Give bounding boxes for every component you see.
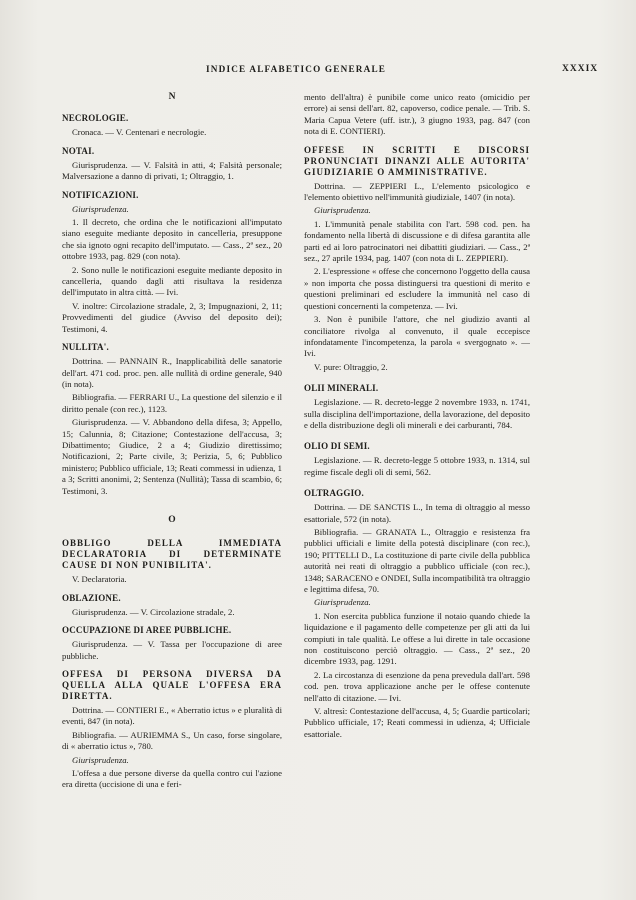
- entry-text: 2. Sono nulle le notificazioni eseguite mediante deposito in cancelleria, quando dagli atti risultava la residenza dell'imputato in altra città. — Ivi.: [62, 264, 282, 298]
- entry-title: OLIO DI SEMI.: [304, 441, 370, 452]
- entry-offese: [304, 145, 530, 374]
- entry-title: OFFESE IN SCRITTI E DISCORSI PRONUNCIATI DINANZI ALLE AUTORITA' GIUDIZIARIE O AMMINISTRATIVE.: [304, 144, 530, 177]
- page-number: XXXIX: [562, 64, 599, 74]
- letter-heading-n: N: [168, 92, 176, 102]
- entry-text: 2. L'espressione « offese che concernono l'oggetto della causa » non importa che possa distinguersi tra questioni di merito e questioni preliminari ed escludere la immunità nel caso di questioni concernenti la competenza. — Ivi.: [304, 266, 530, 311]
- entry-text: 1. Non esercita pubblica funzione il notaio quando chiede la liquidazione e il pagamento delle competenze per gli atti da lui compiuti in tale qualità. Le offese a lui dirette in tale occasione non costituiscono perciò oltraggio. — Cass., 2ª sez., 20 dicembre 1933, pag. 1291.: [304, 610, 530, 667]
- entry-text: Dottrina. — DE SANCTIS L., In tema di oltraggio al messo esattoriale, 572 (in nota).: [304, 502, 530, 524]
- entry-text: L'offesa a due persone diverse da quella contro cui l'azione era diretta (uccisione di una e feri-: [62, 768, 282, 790]
- entry-text: V. pure: Oltraggio, 2.: [314, 361, 388, 372]
- entry-text: Giurisprudenza.: [314, 205, 371, 216]
- entry-occupazione: [62, 625, 282, 662]
- entry-text: V. inoltre: Circolazione stradale, 2, 3; Impugnazioni, 2, 11; Provvedimenti del giudice (Avviso del deposito dei); Testimoni, 4.: [62, 300, 282, 334]
- entry-title: OBBLIGO DELLA IMMEDIATA DECLARATORIA DI DETERMINATE CAUSE DI NON PUNIBILITA'.: [62, 538, 282, 571]
- entry-text: 3. Non è punibile l'attore, che nel giudizio avanti al conciliatore rivolga al convenuto, il quale eccepisce infondatamente l'incompetenza, la parola « svergognato ». — Ivi.: [304, 314, 530, 359]
- entry-text: V. Declaratoria.: [72, 574, 127, 585]
- entry-title: OCCUPAZIONE DI AREE PUBBLICHE.: [62, 625, 232, 636]
- entry-text: Giurisprudenza.: [314, 597, 371, 608]
- entry-text: Cronaca. — V. Centenari e necrologie.: [72, 127, 207, 138]
- entry-text: Dottrina. — ZEPPIERI L., L'elemento psicologico e l'elemento obiettivo nell'immunità giudiziale, 1407 (in nota).: [304, 180, 530, 203]
- entry-offesa: [62, 669, 282, 791]
- entry-continuation: [304, 92, 530, 138]
- entry-text: Giurisprudenza. — V. Falsità in atti, 4; Falsità personale; Malversazione a danno di privati, 1; Oltraggio, 1.: [62, 159, 282, 182]
- entry-text: Bibliografia. — AURIEMMA S., Un caso, forse singolare, di « aberratio ictus », 780.: [62, 729, 282, 752]
- entry-text: Giurisprudenza.: [72, 754, 129, 765]
- letter-heading-o: O: [168, 514, 176, 525]
- entry-oltraggio: [304, 488, 530, 740]
- entry-title: OFFESA DI PERSONA DIVERSA DA QUELLA ALLA QUALE L'OFFESA ERA DIRETTA.: [62, 669, 282, 701]
- entry-text: Bibliografia. — FERRARI U., La questione del silenzio e il diritto penale (con rec.), 1123.: [62, 392, 282, 414]
- entry-text: mento dell'altra) è punibile come unico reato (omicidio per errore) ai sensi dell'art. 82, capoverso, codice penale. — Trib. S. Maria Capua Vetere (uff. istr.), 3 giugno 1933, pag. 847 (con nota di E. CONTIERI).: [304, 92, 530, 137]
- entry-olii: [304, 383, 530, 431]
- entry-title: OLTRAGGIO.: [304, 488, 364, 499]
- entry-text: V. altresì: Contestazione dell'accusa, 4, 5; Guardie particolari; Pubblico ufficiale, 17; Reati commessi in udienza, 4; Ufficiale esattoriale.: [304, 706, 530, 739]
- entry-oblazione: [62, 593, 282, 618]
- entry-text: Giurisprudenza. — V. Circolazione stradale, 2.: [72, 606, 235, 617]
- entry-obbligo: [62, 538, 282, 585]
- entry-text: Dottrina. — PANNAIN R., Inapplicabilità delle sanatorie dell'art. 471 cod. proc. pen. alle nullità di ordine generale, 940 (in nota).: [62, 356, 282, 389]
- entry-nullita: [62, 342, 282, 497]
- entry-title: NOTAI.: [62, 145, 95, 156]
- running-header: INDICE ALFABETICO GENERALE: [206, 64, 387, 74]
- entry-title: OBLAZIONE.: [62, 592, 121, 603]
- left-column: [62, 92, 282, 798]
- entry-notai: [62, 146, 282, 183]
- entry-title: NECROLOGIE.: [62, 113, 129, 124]
- right-column: [304, 92, 530, 747]
- entry-olio: [304, 441, 530, 478]
- entry-title: NULLITA'.: [62, 342, 109, 353]
- entry-text: Giurisprudenza.: [72, 203, 129, 214]
- entry-text: Giurisprudenza. — V. Tassa per l'occupazione di aree pubbliche.: [62, 639, 282, 661]
- entry-text: Legislazione. — R. decreto-legge 2 novembre 1933, n. 1741, sulla disciplina dell'importazione, della lavorazione, del deposito e della distribuzione degli oli minerali e dei carburanti, 784.: [304, 397, 530, 430]
- entry-title: OLII MINERALI.: [304, 383, 379, 394]
- entry-title: NOTIFICAZIONI.: [62, 189, 139, 200]
- entry-notificazioni: [62, 190, 282, 335]
- entry-text: Dottrina. — CONTIERI E., « Aberratio ictus » e pluralità di eventi, 847 (in nota).: [62, 705, 282, 727]
- entry-text: 1. Il decreto, che ordina che le notificazioni all'imputato siano eseguite mediante deposito in cancelleria, presuppone che sia ignoto ogni recapito dell'imputato. — Cass., 2ª sez., 20 ottobre 1933, pag. 829 (con nota).: [62, 217, 282, 262]
- entry-necrologie: [62, 113, 282, 138]
- entry-text: Giurisprudenza. — V. Abbandono della difesa, 3; Appello, 15; Calunnia, 8; Citazione; Contestazione dell'accusa, 3; Dibattimento; Giudice, 2 a 4; Giudizio direttissimo; Notificazioni, 2; Parte civile, 3; Perizia, 5, 6; Pubblico ministero; Pubblico ufficiale, 13; Reati commessi in udienza, 1 a 3; Scritti anonimi, 2; Sentenza (Nullità); Tassa di scambio, 6; Testimoni, 3.: [62, 417, 282, 496]
- entry-text: Legislazione. — R. decreto-legge 5 ottobre 1933, n. 1314, sul regime fiscale degli oli di semi, 562.: [304, 455, 530, 477]
- entry-text: 2. La circostanza di esenzione da pena prevedula dall'art. 598 cod. pen. trova applicazione anche per le offese contenute nell'atto di citazione. — Ivi.: [304, 669, 530, 703]
- entry-text: 1. L'immunità penale stabilita con l'art. 598 cod. pen. ha fondamento nella libertà di discussione e di difesa garantita alle parti ed ai loro patrocinatori nei dibattiti giudiziari. — Cass., 2ª sez., 27 aprile 1934, pag. 1407 (con nota di L. ZEPPIERI).: [304, 218, 530, 264]
- entry-text: Bibliografia. — GRANATA L., Oltraggio e resistenza fra pubblici ufficiali e limite della potestà disciplinare (con rec.), 190; PITTELLI D., La costituzione di parte civile della pubblica autorità nei reati di oltraggio a pubblico ufficiale (con rec.), 1348; SARACENO e ONDEI, Sulla incompatibilità tra oltraggio e legittima difesa, 70.: [304, 526, 530, 594]
